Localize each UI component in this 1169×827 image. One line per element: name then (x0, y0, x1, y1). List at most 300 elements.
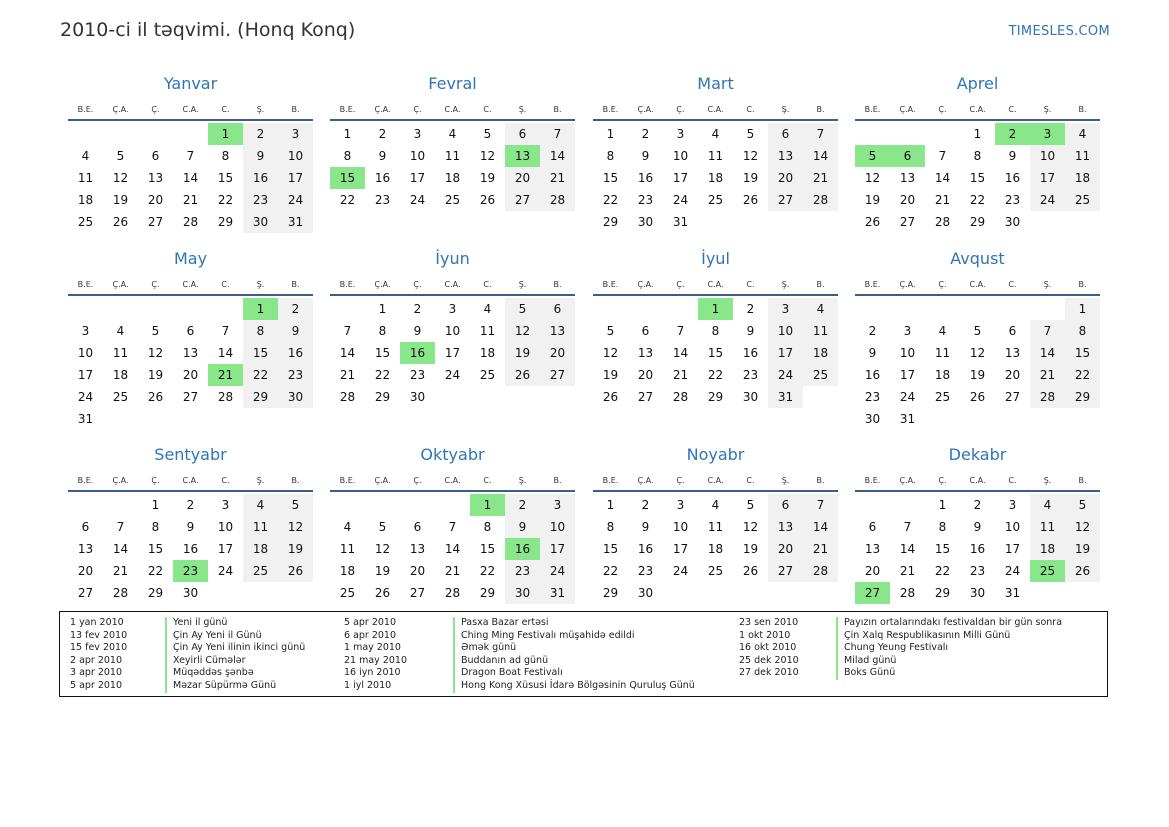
day-cell: 20 (777, 171, 794, 185)
day-cell: 7 (116, 520, 125, 534)
weekday-header: C.A. (182, 476, 199, 485)
day-cell: 24 (217, 564, 234, 578)
day-cell: 27 (514, 193, 531, 207)
holiday-day-cell: 16 (505, 538, 540, 560)
day-cell: 15 (147, 542, 164, 556)
day-cell: 28 (1039, 390, 1056, 404)
day-cell: 30 (637, 586, 654, 600)
weekday-header: C. (483, 280, 492, 289)
weekday-header: Ş. (518, 105, 527, 114)
day-cell: 6 (413, 520, 422, 534)
day-cell: 22 (339, 193, 356, 207)
day-cell: 28 (812, 564, 829, 578)
month-name: İyun (435, 249, 470, 268)
holiday-legend (59, 611, 1108, 697)
day-cell: 1 (1078, 302, 1087, 316)
day-cell: 23 (969, 564, 986, 578)
day-cell: 15 (1074, 346, 1091, 360)
weekday-header: Ç.A. (112, 280, 129, 289)
day-cell: 24 (444, 368, 461, 382)
weekday-divider (593, 119, 838, 121)
weekday-header: B.E. (339, 105, 356, 114)
weekday-header: C. (221, 105, 230, 114)
day-cell: 26 (514, 368, 531, 382)
day-cell: 28 (899, 586, 916, 600)
day-cell: 15 (252, 346, 269, 360)
day-cell: 26 (969, 390, 986, 404)
day-cell: 19 (1074, 542, 1091, 556)
day-cell: 21 (1039, 368, 1056, 382)
day-cell: 14 (339, 346, 356, 360)
day-cell: 31 (899, 412, 916, 426)
day-cell: 2 (413, 302, 422, 316)
day-cell: 5 (291, 498, 300, 512)
day-cell: 7 (903, 520, 912, 534)
day-cell: 25 (707, 193, 724, 207)
legend-date: 6 apr 2010 (344, 629, 397, 641)
weekday-header: Ç.A. (637, 105, 654, 114)
legend-holiday-name: Chung Yeung Festivalı (836, 642, 1062, 655)
day-cell: 22 (707, 368, 724, 382)
day-cell: 8 (378, 324, 387, 338)
day-cell: 18 (444, 171, 461, 185)
day-cell: 18 (339, 564, 356, 578)
day-cell: 22 (602, 193, 619, 207)
legend-date: 23 sen 2010 (739, 617, 799, 628)
day-cell: 9 (378, 149, 387, 163)
day-cell: 27 (549, 368, 566, 382)
day-cell: 19 (147, 368, 164, 382)
day-cell: 14 (217, 346, 234, 360)
day-cell: 20 (514, 171, 531, 185)
day-cell: 1 (606, 498, 615, 512)
weekday-header: B. (1078, 280, 1087, 289)
day-cell: 24 (899, 390, 916, 404)
day-cell: 17 (549, 542, 566, 556)
month-name: Dekabr (948, 445, 1007, 464)
day-cell: 27 (147, 215, 164, 229)
day-cell: 16 (742, 346, 759, 360)
day-cell: 6 (151, 149, 160, 163)
day-cell: 30 (637, 215, 654, 229)
day-cell: 1 (378, 302, 387, 316)
day-cell: 31 (672, 215, 689, 229)
legend-holiday-name: Ching Ming Festivalı müşahidə edildi (453, 630, 695, 643)
day-cell: 30 (252, 215, 269, 229)
weekday-divider (593, 490, 838, 492)
legend-holiday-name: Boks Günü (836, 667, 1062, 680)
weekday-header: B.E. (77, 476, 94, 485)
weekday-header: B.E. (602, 105, 619, 114)
day-cell: 2 (256, 127, 265, 141)
day-cell: 11 (707, 149, 724, 163)
day-cell: 22 (969, 193, 986, 207)
holiday-day-cell: 27 (855, 582, 890, 604)
day-cell: 17 (1039, 171, 1056, 185)
day-cell: 19 (864, 193, 881, 207)
day-cell: 19 (287, 542, 304, 556)
day-cell: 29 (147, 586, 164, 600)
weekday-header: C.A. (969, 280, 986, 289)
legend-date: 27 dek 2010 (739, 667, 799, 679)
day-cell: 15 (602, 171, 619, 185)
day-cell: 12 (864, 171, 881, 185)
day-cell: 27 (1004, 390, 1021, 404)
day-cell: 10 (217, 520, 234, 534)
weekday-header: B. (816, 476, 825, 485)
month-name: Avqust (950, 249, 1005, 268)
day-cell: 20 (549, 346, 566, 360)
day-cell: 12 (969, 346, 986, 360)
day-cell: 15 (374, 346, 391, 360)
day-cell: 18 (1074, 171, 1091, 185)
legend-date: 5 apr 2010 (344, 617, 397, 628)
day-cell: 30 (864, 412, 881, 426)
weekday-header: B.E. (339, 280, 356, 289)
day-cell: 8 (483, 520, 492, 534)
day-cell: 10 (672, 149, 689, 163)
day-cell: 21 (672, 368, 689, 382)
day-cell: 21 (549, 171, 566, 185)
day-cell: 14 (672, 346, 689, 360)
day-cell: 20 (899, 193, 916, 207)
day-cell: 27 (899, 215, 916, 229)
month-name: Noyabr (686, 445, 745, 464)
legend-holiday-name: Çin Ay Yeni ilinin ikinci günü (165, 642, 305, 655)
day-cell: 11 (1039, 520, 1056, 534)
day-cell: 7 (553, 127, 562, 141)
day-cell: 18 (252, 542, 269, 556)
month-name: Yanvar (163, 74, 218, 93)
day-cell: 10 (899, 346, 916, 360)
day-cell: 31 (287, 215, 304, 229)
day-cell: 1 (151, 498, 160, 512)
day-cell: 5 (1078, 498, 1087, 512)
weekday-header: C.A. (707, 105, 724, 114)
weekday-divider (593, 294, 838, 296)
weekday-divider (855, 119, 1100, 121)
day-cell: 5 (746, 498, 755, 512)
legend-date: 3 apr 2010 (70, 667, 123, 679)
weekday-header: B.E. (77, 105, 94, 114)
day-cell: 25 (112, 390, 129, 404)
day-cell: 26 (742, 564, 759, 578)
month-name: İyul (701, 249, 730, 268)
day-cell: 25 (339, 586, 356, 600)
day-cell: 13 (777, 520, 794, 534)
day-cell: 17 (672, 542, 689, 556)
weekday-header: C.A. (969, 105, 986, 114)
day-cell: 19 (742, 542, 759, 556)
day-cell: 29 (934, 586, 951, 600)
day-cell: 12 (514, 324, 531, 338)
legend-holiday-name: Çin Ay Yeni il Günü (165, 630, 305, 643)
weekday-header: B.E. (602, 476, 619, 485)
legend-date: 25 dek 2010 (739, 654, 799, 666)
weekday-header: Ş. (518, 476, 527, 485)
weekday-header: B. (291, 476, 300, 485)
month-name: Aprel (956, 74, 999, 93)
day-cell: 19 (112, 193, 129, 207)
weekday-header: C.A. (182, 105, 199, 114)
legend-date: 16 iyn 2010 (344, 667, 401, 679)
day-cell: 5 (151, 324, 160, 338)
legend-holiday-name: Buddanın ad günü (453, 655, 695, 668)
day-cell: 14 (1039, 346, 1056, 360)
day-cell: 18 (1039, 542, 1056, 556)
day-cell: 10 (777, 324, 794, 338)
day-cell: 9 (973, 520, 982, 534)
weekday-header: Ç. (676, 476, 685, 485)
day-cell: 2 (291, 302, 300, 316)
weekday-header: Ç. (151, 105, 160, 114)
brand-logo-text[interactable]: TIMESLES.COM (1008, 24, 1110, 39)
day-cell: 24 (777, 368, 794, 382)
weekday-header: C. (483, 476, 492, 485)
day-cell: 6 (553, 302, 562, 316)
day-cell: 8 (973, 149, 982, 163)
weekday-header: Ç. (938, 476, 947, 485)
day-cell: 8 (221, 149, 230, 163)
weekday-header: Ç.A. (899, 280, 916, 289)
weekday-header: Ç.A. (112, 105, 129, 114)
legend-holiday-name: Yeni il günü (165, 617, 305, 630)
day-cell: 18 (112, 368, 129, 382)
day-cell: 4 (116, 324, 125, 338)
day-cell: 21 (899, 564, 916, 578)
day-cell: 5 (518, 302, 527, 316)
day-cell: 14 (182, 171, 199, 185)
day-cell: 5 (973, 324, 982, 338)
day-cell: 16 (252, 171, 269, 185)
weekday-header: B. (816, 280, 825, 289)
day-cell: 28 (112, 586, 129, 600)
day-cell: 13 (777, 149, 794, 163)
day-cell: 28 (934, 215, 951, 229)
legend-dates-col-1 (70, 617, 127, 693)
legend-date: 15 fev 2010 (70, 642, 128, 654)
day-cell: 13 (409, 542, 426, 556)
day-cell: 2 (378, 127, 387, 141)
day-cell: 31 (549, 586, 566, 600)
day-cell: 25 (1074, 193, 1091, 207)
weekday-header: B.E. (339, 476, 356, 485)
weekday-header: Ş. (518, 280, 527, 289)
day-cell: 15 (934, 542, 951, 556)
weekday-header: C.A. (707, 476, 724, 485)
day-cell: 22 (217, 193, 234, 207)
day-cell: 20 (147, 193, 164, 207)
day-cell: 11 (77, 171, 94, 185)
day-cell: 6 (781, 498, 790, 512)
holiday-day-cell: 2 (995, 123, 1030, 145)
day-cell: 17 (217, 542, 234, 556)
day-cell: 22 (934, 564, 951, 578)
weekday-divider (68, 294, 313, 296)
day-cell: 21 (812, 542, 829, 556)
day-cell: 15 (602, 542, 619, 556)
day-cell: 12 (742, 520, 759, 534)
day-cell: 4 (816, 302, 825, 316)
day-cell: 12 (602, 346, 619, 360)
day-cell: 1 (973, 127, 982, 141)
day-cell: 29 (479, 586, 496, 600)
day-cell: 25 (707, 564, 724, 578)
day-cell: 6 (81, 520, 90, 534)
day-cell: 4 (81, 149, 90, 163)
day-cell: 18 (812, 346, 829, 360)
weekday-header: B. (1078, 105, 1087, 114)
day-cell: 28 (812, 193, 829, 207)
weekday-header: Ş. (1043, 476, 1052, 485)
day-cell: 4 (711, 498, 720, 512)
day-cell: 11 (707, 520, 724, 534)
legend-date: 2 apr 2010 (70, 654, 123, 666)
weekday-header: C. (1008, 476, 1017, 485)
day-cell: 14 (112, 542, 129, 556)
day-cell: 13 (77, 542, 94, 556)
holiday-day-cell: 15 (330, 167, 365, 189)
day-cell: 19 (514, 346, 531, 360)
day-cell: 25 (812, 368, 829, 382)
day-cell: 31 (1004, 586, 1021, 600)
day-cell: 10 (444, 324, 461, 338)
weekday-header: B.E. (864, 105, 881, 114)
day-cell: 18 (479, 346, 496, 360)
day-cell: 5 (606, 324, 615, 338)
day-cell: 22 (602, 564, 619, 578)
legend-holiday-name: Hong Kong Xüsusi İdarə Bölgəsinin Quruluş Günü (453, 680, 695, 693)
day-cell: 26 (147, 390, 164, 404)
day-cell: 3 (676, 498, 685, 512)
day-cell: 19 (479, 171, 496, 185)
day-cell: 16 (637, 542, 654, 556)
day-cell: 29 (252, 390, 269, 404)
day-cell: 21 (444, 564, 461, 578)
day-cell: 16 (637, 171, 654, 185)
day-cell: 31 (777, 390, 794, 404)
day-cell: 13 (1004, 346, 1021, 360)
day-cell: 12 (287, 520, 304, 534)
legend-holiday-name: Payızın ortalarındakı festivaldan bir gün sonra (836, 617, 1062, 630)
day-cell: 12 (112, 171, 129, 185)
day-cell: 16 (374, 171, 391, 185)
day-cell: 3 (903, 324, 912, 338)
day-cell: 10 (1004, 520, 1021, 534)
legend-date: 5 apr 2010 (70, 679, 123, 691)
legend-date: 16 okt 2010 (739, 642, 797, 654)
weekday-header: B. (1078, 476, 1087, 485)
legend-date: 1 okt 2010 (739, 629, 791, 641)
holiday-day-cell: 21 (208, 364, 243, 386)
weekday-header: Ç. (938, 280, 947, 289)
day-cell: 22 (252, 368, 269, 382)
holiday-day-cell: 25 (1030, 560, 1065, 582)
day-cell: 15 (479, 542, 496, 556)
day-cell: 23 (1004, 193, 1021, 207)
day-cell: 13 (147, 171, 164, 185)
day-cell: 19 (742, 171, 759, 185)
day-cell: 10 (1039, 149, 1056, 163)
day-cell: 9 (256, 149, 265, 163)
day-cell: 8 (606, 149, 615, 163)
day-cell: 20 (182, 368, 199, 382)
weekday-header: C.A. (444, 280, 461, 289)
day-cell: 11 (112, 346, 129, 360)
day-cell: 27 (409, 586, 426, 600)
day-cell: 17 (672, 171, 689, 185)
day-cell: 23 (252, 193, 269, 207)
day-cell: 2 (746, 302, 755, 316)
day-cell: 4 (938, 324, 947, 338)
weekday-header: Ş. (256, 280, 265, 289)
holiday-day-cell: 1 (243, 298, 278, 320)
day-cell: 29 (602, 586, 619, 600)
day-cell: 8 (606, 520, 615, 534)
day-cell: 13 (899, 171, 916, 185)
day-cell: 2 (641, 498, 650, 512)
day-cell: 3 (676, 127, 685, 141)
day-cell: 22 (374, 368, 391, 382)
day-cell: 7 (938, 149, 947, 163)
weekday-divider (855, 294, 1100, 296)
day-cell: 26 (742, 193, 759, 207)
day-cell: 3 (553, 498, 562, 512)
weekday-header: Ç.A. (899, 476, 916, 485)
day-cell: 14 (934, 171, 951, 185)
day-cell: 18 (934, 368, 951, 382)
day-cell: 16 (182, 542, 199, 556)
day-cell: 31 (77, 412, 94, 426)
weekday-divider (68, 490, 313, 492)
day-cell: 14 (444, 542, 461, 556)
day-cell: 20 (77, 564, 94, 578)
weekday-header: Ç.A. (374, 476, 391, 485)
day-cell: 12 (479, 149, 496, 163)
day-cell: 9 (641, 520, 650, 534)
weekday-header: C. (483, 105, 492, 114)
day-cell: 13 (549, 324, 566, 338)
legend-date: 1 may 2010 (344, 642, 401, 654)
day-cell: 28 (549, 193, 566, 207)
day-cell: 1 (606, 127, 615, 141)
legend-names-col-1 (165, 617, 305, 693)
legend-holiday-name: Xeyirli Cümələr (165, 655, 305, 668)
weekday-header: B. (553, 280, 562, 289)
weekday-header: B.E. (864, 280, 881, 289)
day-cell: 21 (339, 368, 356, 382)
day-cell: 23 (287, 368, 304, 382)
day-cell: 24 (1039, 193, 1056, 207)
day-cell: 3 (81, 324, 90, 338)
day-cell: 23 (864, 390, 881, 404)
month-name: Mart (697, 74, 734, 93)
weekday-header: C. (746, 280, 755, 289)
day-cell: 26 (602, 390, 619, 404)
day-cell: 23 (514, 564, 531, 578)
day-cell: 6 (868, 520, 877, 534)
day-cell: 7 (676, 324, 685, 338)
day-cell: 1 (938, 498, 947, 512)
holiday-day-cell: 1 (208, 123, 243, 145)
legend-holiday-name: Milad günü (836, 655, 1062, 668)
day-cell: 25 (934, 390, 951, 404)
day-cell: 17 (777, 346, 794, 360)
day-cell: 20 (1004, 368, 1021, 382)
weekday-header: Ş. (256, 105, 265, 114)
day-cell: 11 (1074, 149, 1091, 163)
day-cell: 28 (672, 390, 689, 404)
